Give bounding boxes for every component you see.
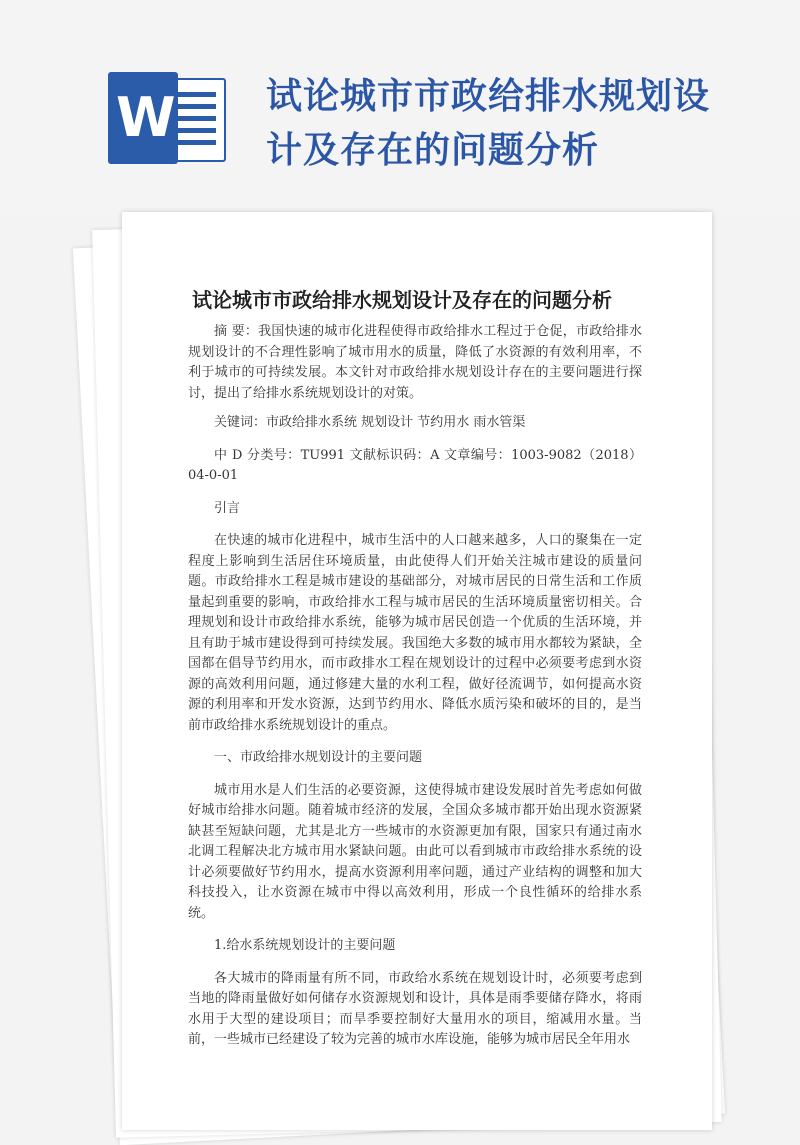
classification-line: 中 D 分类号：TU991 文献标识码：A 文章编号：1003-9082（2018）04-0-01	[188, 447, 642, 483]
word-letter: W	[116, 86, 176, 149]
section1-paragraph: 城市用水是人们生活的必要资源，这使得城市建设发展时首先考虑如何做好城市给排水问题。随着城市经济的发展，全国众多城市都开始出现水资源紧缺甚至短缺问题，尤其是北方一些城市的水资源更加有限，国家只有通过南水北调工程解决北方城市用水紧缺问题。由此可以看到城市市政给排水系统的设计必须要做好节约用水，提高水资源利用率问题，通过产业结构的调整和加大科技投入，让水资源在城市中得以高效利用，形成一个良性循环的给排水系统。	[188, 782, 642, 921]
abstract-paragraph: 摘 要：我国快速的城市化进程使得市政给排水工程过于仓促，市政给排水规划设计的不合理性影响了城市用水的质量，降低了水资源的有效利用率，不利于城市的可持续发展。本文针对市政给排水规划设计存在的主要问题进行探讨，提出了给排水系统规划设计的对策。	[188, 324, 642, 401]
section1-heading: 一、市政给排水规划设计的主要问题	[214, 750, 423, 765]
intro-heading: 引言	[214, 500, 241, 516]
document-title: 试论城市市政给排水规划设计及存在的问题分析	[192, 288, 612, 312]
subsection1-heading: 1.给水系统规划设计的主要问题	[214, 938, 396, 953]
intro-paragraph: 在快速的城市化进程中，城市生活中的人口越来越多，人口的聚集在一定程度上影响到生活居住环境质量，由此使得人们开始关注城市建设的质量问题。市政给排水工程是城市建设的基础部分，对城市居民的日常生活和工作质量起到重要的影响，市政给排水工程与城市居民的生活环境质量密切相关。合理规划和设计市政给排水系统，能够为城市居民创造一个优质的生活环境，并且有助于城市建设得到可持续发展。我国绝大多数的城市用水都较为紧缺，全国都在倡导节约用水，而市政排水工程在规划设计的过程中必须要考虑到水资源的高效利用问题，通过修建大量的水利工程，做好径流调节，如何提高水资源的利用率和开发水资源，达到节约用水、降低水质污染和破坏的目的，是当前市政给排水系统规划设计的重点。	[188, 533, 642, 733]
keywords-line: 关键词：市政给排水系统 规划设计 节约用水 雨水管渠	[214, 415, 526, 430]
subsection1-paragraph: 各大城市的降雨量有所不同，市政给水系统在规划设计时，必须要考虑到当地的降雨量做好如何储存水资源规划和设计，具体是雨季要储存降水，将雨水用于大型的建设项目；而旱季要控制好大量用水的项目，缩减用水量。当前，一些城市已经建设了较为完善的城市水库设施，能够为城市居民全年用水	[188, 970, 642, 1047]
document-page	[122, 212, 712, 1130]
word-w-badge	[108, 72, 178, 164]
document-body	[188, 322, 642, 1060]
header-banner	[0, 0, 800, 215]
word-document-icon	[108, 72, 226, 162]
header-title: 试论城市市政给排水规划设计及存在的问题分析	[266, 76, 711, 171]
